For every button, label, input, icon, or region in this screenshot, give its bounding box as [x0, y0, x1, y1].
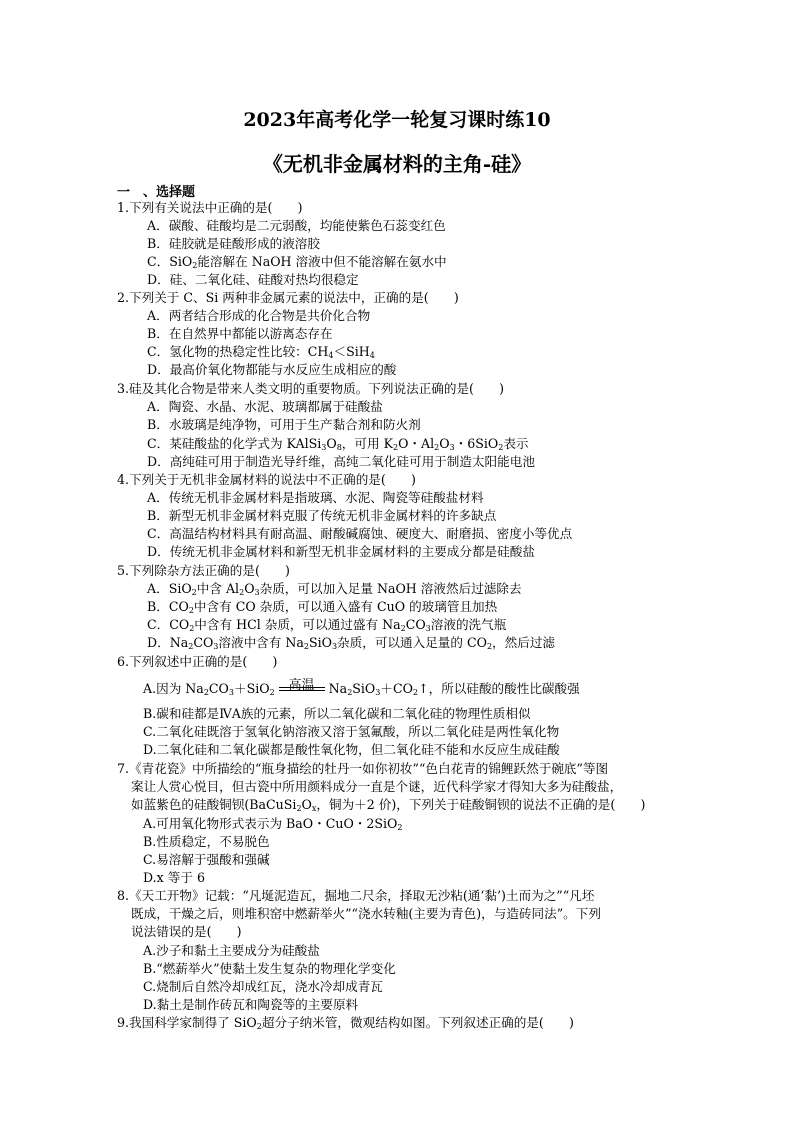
option-5a: A．SiO$_2$中含 $Al_2O_3$杂质，可以加入足量 NaOH 溶液然后过滤除去 — [147, 581, 522, 597]
option-5d: D．$Na_2CO_3$溶液中含有 $Na_2SiO_3$杂质，可以通入足量的 $CO_2$，然后过滤 — [147, 635, 556, 651]
section-heading: 一 、选择题 — [117, 185, 196, 200]
option-6c: C.二氧化硅既溶于氢氧化钠溶液又溶于氢氟酸，所以二氧化硅是两性氧化物 — [143, 724, 560, 739]
option-2a: A．两者结合形成的化合物是共价化合物 — [147, 308, 371, 323]
option-7d: D.x 等于 6 — [143, 870, 205, 885]
question-7-line2: 案让人赏心悦目，但古瓷中所用颜料成分一直是个谜，近代科学家才得知大多为硅酸盐， — [131, 779, 623, 794]
question-5: 5.下列除杂方法正确的是( ) — [117, 563, 290, 578]
option-3a: A．陶瓷、水晶、水泥、玻璃都属于硅酸盐 — [147, 399, 383, 414]
option-4c: C．高温结构材料具有耐高温、耐酸碱腐蚀、硬度大、耐磨损、密度小等优点 — [147, 526, 573, 541]
option-7b: B.性质稳定，不易脱色 — [143, 834, 270, 849]
question-8-line1: 8.《天工开物》记载：“凡埏泥造瓦，掘地二尺余，择取无沙粘(通‘黏’)土而为之”“凡坯 — [117, 888, 595, 903]
option-6d: D.二氧化硅和二氧化碳都是酸性氧化物，但二氧化硅不能和水反应生成硅酸 — [143, 742, 560, 757]
option-4a: A．传统无机非金属材料是指玻璃、水泥、陶瓷等硅酸盐材料 — [147, 490, 484, 505]
page-subtitle: 《无机非金属材料的主角-硅》 — [262, 152, 532, 176]
question-1: 1.下列有关说法中正确的是( ) — [117, 200, 303, 215]
option-1c: C．SiO$_2$能溶解在 NaOH 溶液中但不能溶解在氨水中 — [147, 254, 447, 270]
page-title: 2023年高考化学一轮复习课时练10 — [243, 109, 551, 131]
option-8a: A.沙子和黏土主要成分为硅酸盐 — [143, 943, 320, 958]
question-8-line3: 说法错误的是( ) — [131, 924, 242, 939]
option-2b: B．在自然界中都能以游离态存在 — [147, 326, 333, 341]
option-8b: B.“燃薪举火”使黏土发生复杂的物理化学变化 — [143, 961, 396, 976]
option-1a: A．碳酸、硅酸均是二元弱酸，均能使紫色石蕊变红色 — [147, 218, 446, 233]
question-8-line2: 既成，干燥之后，则堆积窑中燃薪举火”“浇水转釉(主要为青色)，与造砖同法”。下列 — [131, 906, 601, 921]
option-6b: B.碳和硅都是ⅣA族的元素，所以二氧化碳和二氧化硅的物理性质相似 — [143, 706, 531, 721]
question-2: 2.下列关于 C、Si 两种非金属元素的说法中，正确的是( ) — [117, 290, 459, 305]
option-4d: D．传统无机非金属材料和新型无机非金属材料的主要成分都是硅酸盐 — [147, 544, 535, 559]
question-7-line3: 如蓝紫色的硅酸铜钡($BaCuSi_2O_x$，铜为＋2 价)，下列关于硅酸铜钡的说法不正确的是( ) — [131, 797, 646, 813]
option-1b: B．硅胶就是硅酸形成的液溶胶 — [147, 236, 320, 251]
question-6: 6.下列叙述中正确的是( ) — [117, 654, 278, 669]
question-4: 4.下列关于无机非金属材料的说法中不正确的是( ) — [117, 472, 416, 487]
option-3b: B．水玻璃是纯净物，可用于生产黏合剂和防火剂 — [147, 417, 421, 432]
option-1d: D．硅、二氧化硅、硅酸对热均很稳定 — [147, 272, 359, 287]
option-6a: A.因为 $Na_2CO_3+SiO_2$ 高温 $Na_2SiO_3+CO_2↑$，所以硅酸的酸性比碳酸强 — [143, 678, 580, 697]
option-3c: C．某硅酸盐的化学式为 $KAlSi_3O_8$，可用 $K_2O$・$Al_2O_3$・6SiO$_2$表示 — [147, 436, 529, 452]
reaction-condition: 高温 — [279, 691, 325, 693]
option-8d: D.黏土是制作砖瓦和陶瓷等的主要原料 — [143, 997, 359, 1012]
option-5b: B．$CO_2$中含有 CO 杂质，可以通入盛有 CuO 的玻璃管且加热 — [147, 599, 498, 615]
option-7a: A.可用氧化物形式表示为 BaO・CuO・2SiO$_2$ — [143, 816, 403, 832]
option-7c: C.易溶解于强酸和强碱 — [143, 852, 270, 867]
option-3d: D．高纯硅可用于制造光导纤维，高纯二氧化硅可用于制造太阳能电池 — [147, 454, 535, 469]
question-3: 3.硅及其化合物是带来人类文明的重要物质。下列说法正确的是( ) — [117, 381, 505, 396]
option-8c: C.烧制后自然冷却成红瓦，浇水冷却成青瓦 — [143, 979, 383, 994]
question-7-line1: 7.《青花瓷》中所描绘的“瓶身描绘的牡丹一如你初妆”“色白花青的锦鲤跃然于碗底”等图 — [117, 761, 609, 776]
question-9: 9.我国科学家制得了 SiO$_2$超分子纳米管，微观结构如图。下列叙述正确的是( ) — [117, 1015, 574, 1031]
option-2c: C．氢化物的热稳定性比较：$CH_4<SiH_4$ — [147, 344, 375, 360]
option-4b: B．新型无机非金属材料克服了传统无机非金属材料的许多缺点 — [147, 508, 497, 523]
option-5c: C．$CO_2$中含有 HCl 杂质，可以通过盛有 $Na_2CO_3$溶液的洗气瓶 — [147, 617, 507, 633]
option-2d: D．最高价氧化物都能与水反应生成相应的酸 — [147, 362, 397, 377]
